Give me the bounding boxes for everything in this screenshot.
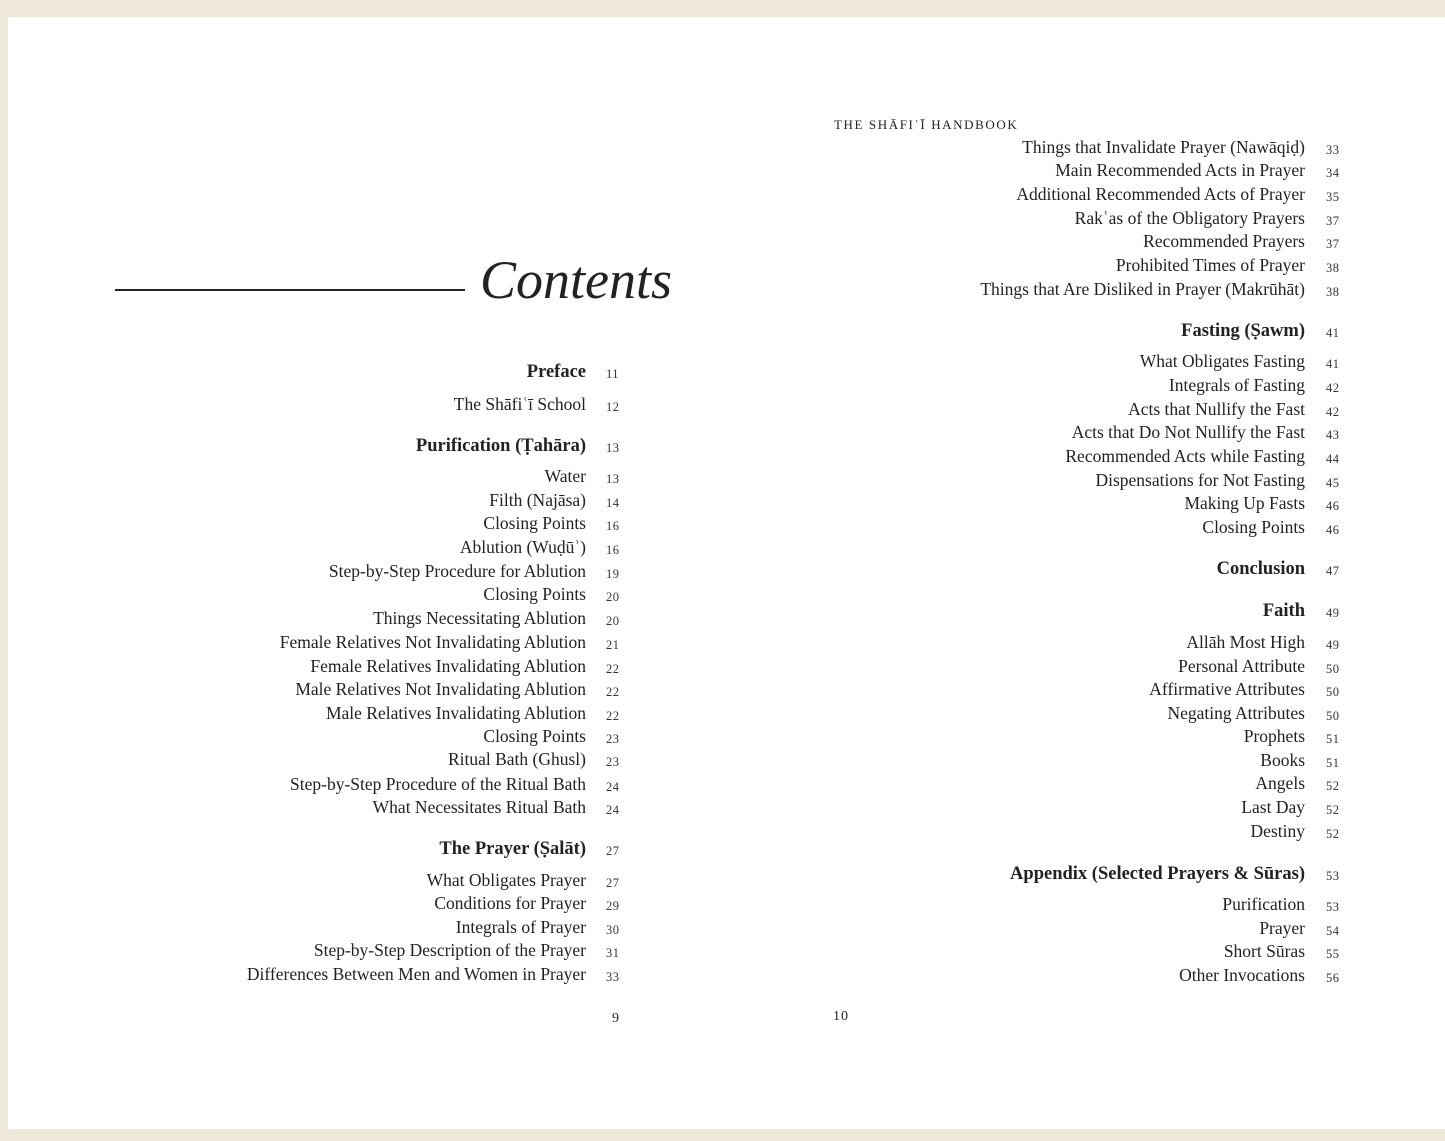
toc-entry-page: 23 bbox=[606, 732, 620, 746]
toc-entry-title: Negating Attributes bbox=[1167, 703, 1305, 723]
toc-entry-page: 13 bbox=[606, 441, 620, 455]
toc-entry-page: 43 bbox=[1326, 428, 1340, 442]
toc-entry bbox=[8, 279, 1340, 303]
toc-entry-page: 14 bbox=[606, 496, 620, 510]
toc-entry-title: Integrals of Prayer bbox=[455, 917, 586, 937]
toc-entry-page: 55 bbox=[1326, 947, 1340, 961]
toc-entry bbox=[8, 750, 1340, 774]
toc-entry-title: Male Relatives Not Invalidating Ablution bbox=[295, 679, 586, 699]
toc-entry-page: 12 bbox=[606, 400, 620, 414]
toc-entry-page: 41 bbox=[1326, 326, 1340, 340]
toc-entry bbox=[8, 513, 1340, 541]
toc-entry-title: Acts that Do Not Nullify the Fast bbox=[1071, 422, 1305, 442]
toc-entry-title: What Obligates Prayer bbox=[426, 870, 586, 890]
toc-entry-page: 45 bbox=[1326, 476, 1340, 490]
toc-entry bbox=[8, 941, 1340, 965]
toc-section-heading bbox=[8, 600, 1340, 624]
toc-entry-page: 33 bbox=[606, 970, 620, 984]
toc-entry-page: 47 bbox=[1326, 564, 1340, 578]
toc-section-heading bbox=[8, 320, 1340, 344]
toc-entry-page: 56 bbox=[1326, 971, 1340, 985]
toc-entry-title: Step-by-Step Procedure for Ablution bbox=[328, 561, 586, 581]
toc-entry-title: Allāh Most High bbox=[1186, 632, 1305, 652]
toc-entry-title: Angels bbox=[1255, 773, 1305, 793]
toc-entry-title: Closing Points bbox=[483, 584, 586, 604]
toc-entry bbox=[8, 446, 1340, 470]
toc-entry-title: Other Invocations bbox=[1179, 965, 1305, 985]
toc-entry-title: Male Relatives Invalidating Ablution bbox=[325, 703, 586, 723]
toc-entry-title: Differences Between Men and Women in Prayer bbox=[246, 964, 586, 984]
toc-entry-title: Recommended Prayers bbox=[1143, 231, 1305, 251]
toc-entry-title: Things Necessitating Ablution bbox=[373, 608, 586, 628]
toc-entry bbox=[8, 137, 1340, 161]
toc-entry-title: Short Sūras bbox=[1223, 941, 1305, 961]
toc-entry-title: Closing Points bbox=[483, 513, 586, 533]
toc-entry bbox=[8, 726, 1340, 750]
toc-entry-page: 20 bbox=[606, 590, 620, 604]
toc-entry-title: Affirmative Attributes bbox=[1149, 679, 1305, 699]
toc-entry-page: 50 bbox=[1326, 662, 1340, 676]
toc-entry-page: 16 bbox=[606, 519, 620, 533]
toc-entry-title: Destiny bbox=[1250, 821, 1305, 841]
running-head: THE SHĀFIʿĪ HANDBOOK bbox=[834, 117, 1019, 132]
toc-entry-page: 50 bbox=[1326, 685, 1340, 699]
toc-entry bbox=[8, 399, 1340, 423]
toc-entry-page: 52 bbox=[1326, 779, 1340, 793]
toc-entry bbox=[8, 255, 1340, 279]
toc-entry-page: 35 bbox=[1326, 190, 1340, 204]
toc-entry-page: 41 bbox=[1326, 357, 1340, 371]
toc-entry-title: Prayer bbox=[1259, 918, 1305, 938]
toc-entry-page: 54 bbox=[1326, 924, 1340, 938]
toc-entry-title: Step-by-Step Procedure of the Ritual Bath bbox=[290, 774, 586, 794]
toc-entry-page: 33 bbox=[1326, 143, 1340, 157]
toc-entry-title: Female Relatives Invalidating Ablution bbox=[310, 656, 586, 676]
toc-entry-title: Closing Points bbox=[1202, 517, 1305, 537]
toc-entry-page: 19 bbox=[606, 567, 620, 581]
toc-entry-title: Preface bbox=[526, 362, 586, 382]
toc-entry bbox=[8, 632, 1340, 656]
toc-entry-page: 38 bbox=[1326, 261, 1340, 275]
toc-entry-page: 29 bbox=[606, 899, 620, 913]
toc-entry-page: 42 bbox=[1326, 381, 1340, 395]
toc-entry bbox=[8, 422, 1340, 446]
toc-entry-title: Filth (Najāsa) bbox=[489, 490, 586, 510]
toc-entry-page: 22 bbox=[606, 662, 620, 676]
toc-entry-page: 22 bbox=[606, 709, 620, 723]
toc-entry-title: What Necessitates Ritual Bath bbox=[372, 797, 586, 817]
toc-entry-page: 44 bbox=[1326, 452, 1340, 466]
toc-entry-page: 38 bbox=[1326, 285, 1340, 299]
toc-entry-title: Prophets bbox=[1243, 726, 1305, 746]
toc-entry-page: 49 bbox=[1326, 606, 1340, 620]
toc-entry-title: Things that Are Disliked in Prayer (Makrūhāt) bbox=[980, 279, 1305, 299]
toc-entry-title: Books bbox=[1260, 750, 1305, 770]
toc-entry bbox=[8, 679, 1340, 703]
toc-entry-page: 22 bbox=[606, 685, 620, 699]
toc-entry-title: Dispensations for Not Fasting bbox=[1095, 470, 1305, 490]
toc-entry bbox=[8, 918, 1340, 942]
toc-entry-page: 52 bbox=[1326, 827, 1340, 841]
toc-section-heading bbox=[8, 558, 1340, 582]
toc-entry-page: 50 bbox=[1326, 709, 1340, 723]
toc-entry-title: Acts that Nullify the Fast bbox=[1128, 399, 1305, 419]
toc-entry-page: 20 bbox=[606, 614, 620, 628]
toc-entry-title: Main Recommended Acts in Prayer bbox=[1055, 160, 1305, 180]
toc-entry-title: Conditions for Prayer bbox=[434, 893, 586, 913]
toc-entry-page: 51 bbox=[1326, 732, 1340, 746]
toc-entry bbox=[8, 231, 1340, 255]
toc-entry-page: 42 bbox=[1326, 405, 1340, 419]
toc-entry-title: Step-by-Step Description of the Prayer bbox=[313, 940, 586, 960]
toc-entry-title: Rakʿas of the Obligatory Prayers bbox=[1074, 208, 1305, 228]
toc-entry bbox=[8, 375, 1340, 399]
toc-entry-title: Recommended Acts while Fasting bbox=[1065, 446, 1305, 466]
toc-entry-title: Making Up Fasts bbox=[1184, 493, 1305, 513]
toc-entry-title: Ritual Bath (Ghusl) bbox=[447, 749, 586, 769]
toc-entry-page: 53 bbox=[1326, 869, 1340, 883]
toc-entry-page: 13 bbox=[606, 472, 620, 486]
toc-entry-page: 46 bbox=[1326, 523, 1340, 537]
toc-entry-page: 52 bbox=[1326, 803, 1340, 817]
toc-entry bbox=[8, 797, 1340, 821]
toc-entry-title: Additional Recommended Acts of Prayer bbox=[1016, 184, 1305, 204]
toc-entry bbox=[8, 466, 1340, 494]
toc-entry-title: Female Relatives Not Invalidating Ablution bbox=[279, 632, 586, 652]
toc-entry bbox=[8, 656, 1340, 680]
toc-entry-title: What Obligates Fasting bbox=[1139, 351, 1305, 371]
toc-entry-title: Water bbox=[544, 466, 586, 486]
toc-entry-page: 31 bbox=[606, 946, 620, 960]
page-title: Contents bbox=[480, 250, 673, 310]
toc-entry-title: Integrals of Fasting bbox=[1168, 375, 1305, 395]
toc-entry bbox=[8, 490, 1340, 517]
toc-entry-page: 51 bbox=[1326, 756, 1340, 770]
toc-entry-title: Fasting (Ṣawm) bbox=[1181, 321, 1305, 341]
toc-entry-title: The Prayer (Ṣalāt) bbox=[439, 839, 586, 859]
toc-entry-title: Appendix (Selected Prayers & Sūras) bbox=[1010, 864, 1305, 884]
toc-entry-title: Ablution (Wuḍūʾ) bbox=[459, 537, 586, 557]
toc-entry-page: 30 bbox=[606, 923, 620, 937]
toc-entry bbox=[8, 773, 1340, 797]
toc-entry bbox=[8, 160, 1340, 184]
toc-entry-page: 34 bbox=[1326, 166, 1340, 180]
toc-entry bbox=[8, 351, 1340, 375]
toc-entry-title: The Shāfiʿī School bbox=[453, 394, 586, 414]
toc-entry-page: 37 bbox=[1326, 237, 1340, 251]
toc-entry-title: Last Day bbox=[1241, 797, 1305, 817]
toc-entry-title: Things that Invalidate Prayer (Nawāqiḍ) bbox=[1022, 137, 1305, 157]
toc-entry-title: Closing Points bbox=[483, 726, 586, 746]
toc-entry-title: Personal Attribute bbox=[1178, 656, 1305, 676]
toc-entry-title: Purification (Ṭahāra) bbox=[415, 436, 586, 456]
toc-entry-title: Faith bbox=[1262, 601, 1305, 621]
toc-entry-page: 49 bbox=[1326, 638, 1340, 652]
toc-entry bbox=[8, 965, 1340, 989]
toc-entry-title: Purification bbox=[1222, 894, 1305, 914]
toc-entry-page: 53 bbox=[1326, 900, 1340, 914]
toc-section-heading bbox=[8, 863, 1340, 887]
book-spread bbox=[8, 17, 1445, 1129]
toc-entry bbox=[8, 208, 1340, 232]
toc-entry-page: 23 bbox=[606, 755, 620, 769]
toc-entry-page: 11 bbox=[606, 367, 620, 381]
toc-entry bbox=[8, 894, 1340, 918]
toc-entry bbox=[8, 703, 1340, 727]
toc-entry-title: Conclusion bbox=[1216, 559, 1305, 579]
toc-entry-page: 21 bbox=[606, 638, 620, 652]
toc-entry bbox=[8, 821, 1340, 845]
folio-right: 10 bbox=[833, 1009, 849, 1024]
toc-entry-page: 27 bbox=[606, 844, 620, 858]
toc-entry-page: 24 bbox=[606, 780, 620, 794]
toc-entry-page: 24 bbox=[606, 803, 620, 817]
toc-entry-title: Prohibited Times of Prayer bbox=[1115, 255, 1305, 275]
toc-entry-page: 27 bbox=[606, 876, 620, 890]
toc-entry-page: 37 bbox=[1326, 214, 1340, 228]
toc-entry-page: 46 bbox=[1326, 499, 1340, 513]
toc-entry-page: 16 bbox=[606, 543, 620, 557]
folio-left: 9 bbox=[612, 1011, 620, 1026]
toc-entry bbox=[8, 184, 1340, 208]
